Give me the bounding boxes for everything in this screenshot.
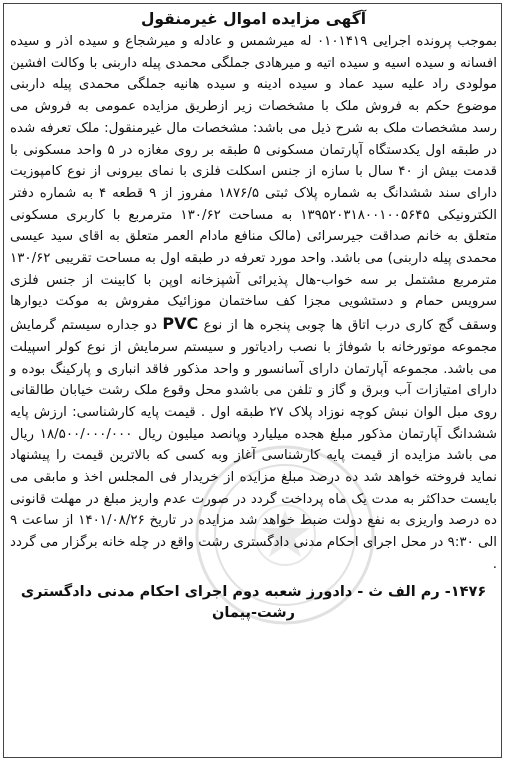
notice-signature [10,582,497,624]
notice-body-part2: دو جداره سیستم گرمایش مجموعه موتورخانه با شوفاژ با نصب رادیاتور و سیستم سرمایش از نوع کولر اسپیلت می باشد. مجموعه آپارتمان دارای آسانسور و واحد مذکور فاقد انباری و پارکینگ بوده و دارای امتیازات آب وبرق و گاز و تلفن می باشدو محل وقوع ملک رشت خیابان طالقانی روی مبل الوان نبش کوچه نوزاد پلاک ۲۷ طبقه اول . قیمت پایه کارشناسی: ارزش پایه ششدانگ آپارتمان مذکور مبلغ هجده میلیارد وپانصد میلیون ریال ۱۸/۵۰۰/۰۰۰/۰۰۰ ریال می باشد مزایده از قیمت پایه کارشناسی آغاز وبه کسی که بالاترین قیمت را پیشنهاد نماید فروخته خواهد شد ده درصد مبلغ مزایده از خریدار فی المجلس اخذ و مابقی می بایست حداکثر به مدت یک ماه پرداخت گردد در صورت عدم واریز مبلغ در مهلت قانونی ده درصد واریزی به نفع دولت ضبط خواهد شد مزایده در تاریخ ۱۴۰۱/۰۸/۲۶ از ساعت ۹ الی ۹:۳۰ در محل اجرای احکام مدنی دادگستری رشت واقع در چله خانه برگزار می گردد . [10,318,497,572]
signature-line-1: ۱۴۷۶- رم الف ث - دادورز شعبه دوم اجرای احکام مدنی دادگستری [20,583,487,600]
auction-notice [10,8,497,624]
notice-body-part1: بموجب پرونده اجرایی ۰۱۰۱۴۱۹ له میرشمس و عادله و میرشجاع و سیده اذر و سیده افسانه و سیده اسیه و سیده اتیه و میرهادی جملگی محمدی پیله داربنی با وکالت افشین مولودی راد علیه سید عماد و سیده ادینه و سیده هانیه جملگی محمدی پیله داربنی موضوع حکم به فروش ملک با مشخصات زیر ازطریق مزایده عمومی به فروش می رسد مشخصات ملک به شرح ذیل می باشد: مشخصات مال غیرمنقول: ملک تعرفه شده در طبقه اول یکدستگاه آپارتمان مسکونی ۵ طبقه بر روی مغازه در ۵ واحد مسکونی با قدمت بیش از ۴۰ سال با سازه از جنس اسکلت فلزی با نمای بیرونی از نوع کامپوزیت دارای سند ششدانگ به شماره پلاک ثبتی ۱۸۷۶/۵ مفروز از ۹ قطعه ۴ به شماره دفتر الکترونیکی ۱۳۹۵۲۰۳۱۸۰۰۱۰۰۵۶۴۵ به مساحت ۱۳۰/۶۲ مترمربع با کاربری مسکونی متعلق به خانم صداقت جیرسرائی (مالک منافع مادام العمر متعلق به اقای سید عیسی محمدی پیله داربنی) می باشد. واحد مورد تعرفه در طبقه اول به مساحت تقریبی ۱۳۰/۶۲ مترمربع مشتمل بر سه خواب-هال پذیرائی آشپزخانه اوپن با کابینت از جنس فلزی سرویس حمام و دستشویی مجزا کف ساختمان موزائیک مفروش به موکت دیوارها وسقف گچ کاری درب اتاق ها چوبی پنجره ها از نوع [10,34,498,334]
pvc-label: PVC [162,314,199,334]
notice-body [10,31,497,576]
signature-line-2: رشت-پیمان [212,604,295,621]
notice-title: آگهی مزایده اموال غیرمنقول [140,10,367,28]
